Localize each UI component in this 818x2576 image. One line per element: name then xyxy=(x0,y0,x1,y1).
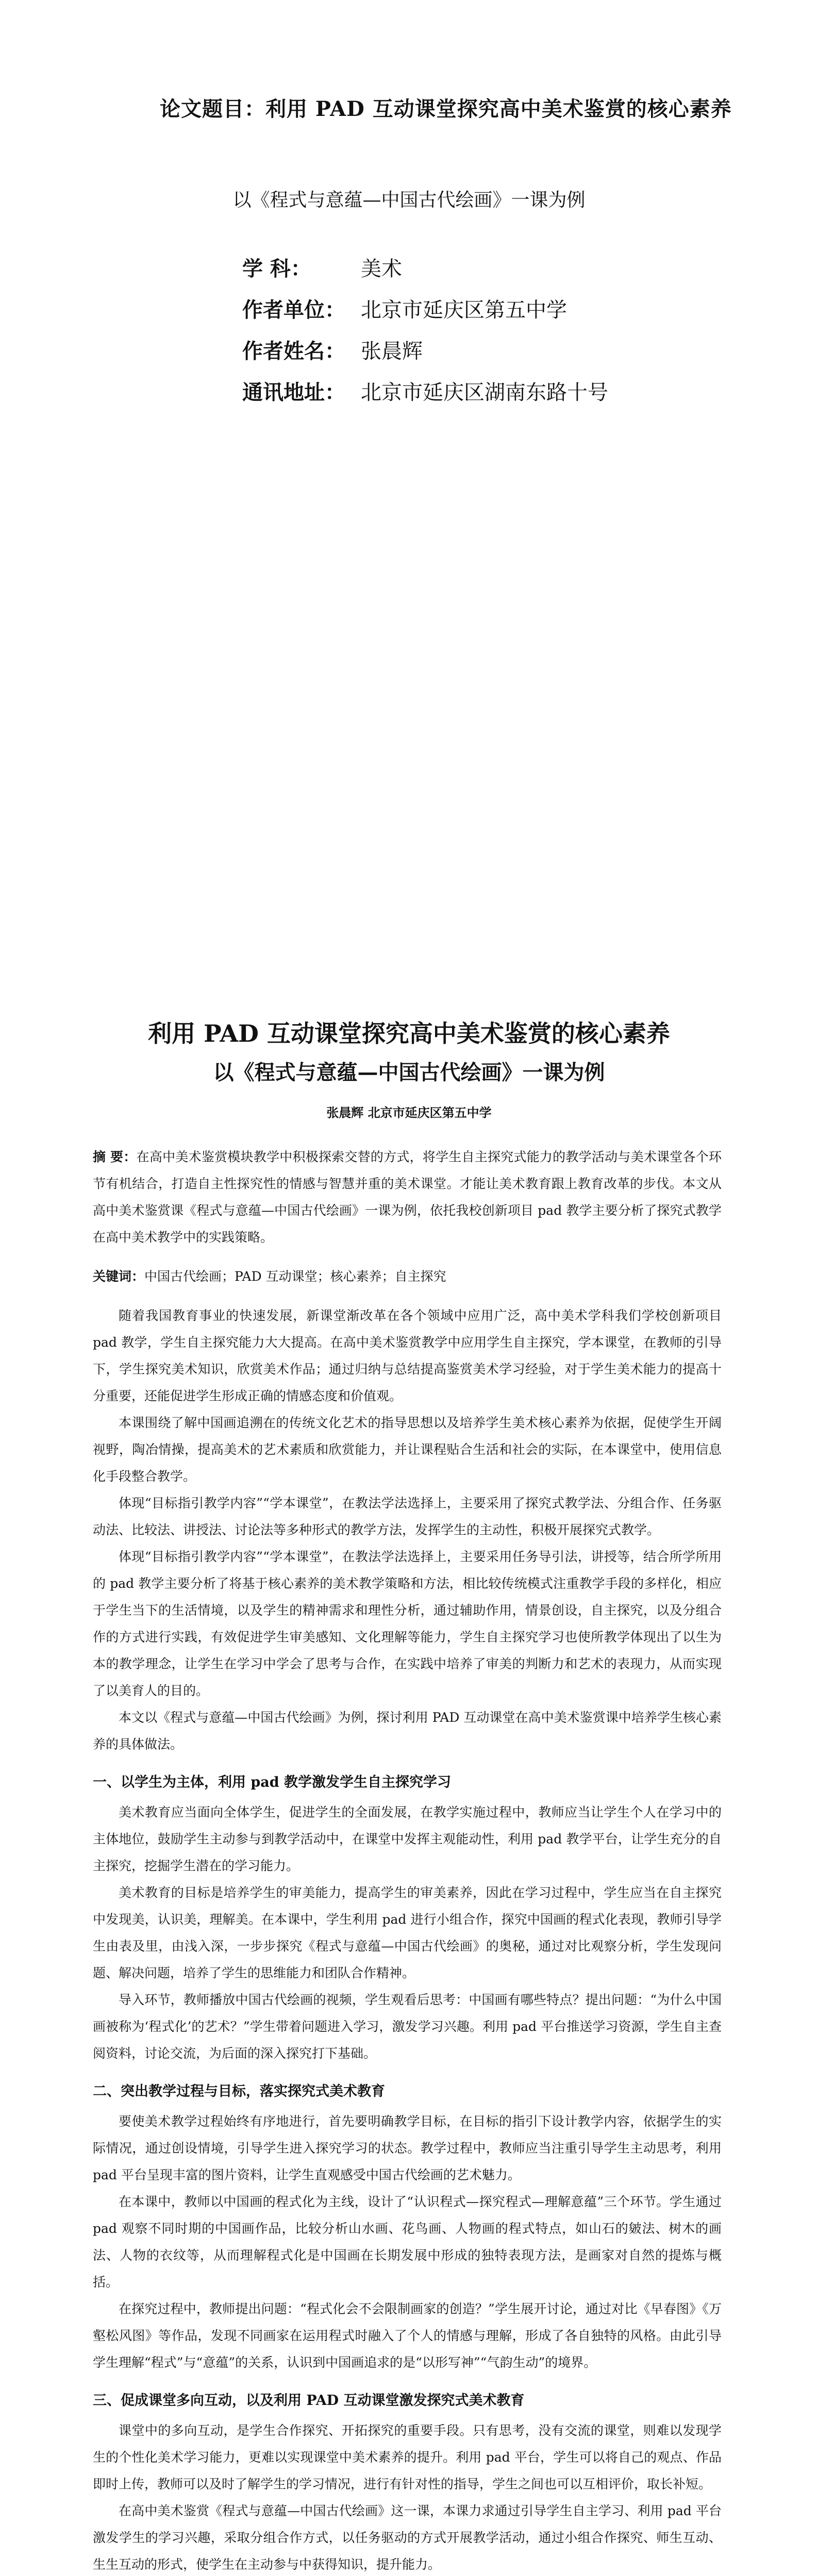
section-2-paragraph: 在探究过程中，教师提出问题：“程式化会不会限制画家的创造？”学生展开讨论，通过对比《早春图》《万壑松风图》等作品，发现不同画家在运用程式时融入了个人的情感与理解，形成了各自独特的风格。由此引导学生理解“程式”与“意蕴”的关系，认识到中国画追求的是“以形写神”“气韵生动”的境界。 xyxy=(93,2301,722,2370)
section-1-paragraph: 导入环节，教师播放中国古代绘画的视频，学生观看后思考：中国画有哪些特点？提出问题：“为什么中国画被称为‘程式化’的艺术？”学生带着问题进入学习，激发学习兴趣。利用 pad 平台推送学习资源，学生自主查阅资料，讨论交流，为后面的深入探究打下基础。 xyxy=(93,1992,722,2061)
meta-subject xyxy=(242,252,402,282)
abstract-text: 在高中美术鉴赏模块教学中积极探索交替的方式，将学生自主探究式能力的教学活动与美术课堂各个环节有机结合，打造自主性探究性的情感与智慧并重的美术课堂。才能让美术教育跟上教育改革的步伐。本文从高中美术鉴赏课《程式与意蕴—中国古代绘画》一课为例，依托我校创新项目 pad 教学主要分析了探究式教学在高中美术教学中的实践策略。 xyxy=(93,1149,722,1245)
intro-paragraph: 体现“目标指引教学内容”“学本课堂”，在教法学法选择上，主要采用了探究式教学法、分组合作、任务驱动法、比较法、讲授法、讨论法等多种形式的教学方法，发挥学生的主动性，积极开展探究式教学。 xyxy=(93,1496,722,1537)
keywords-text: 中国古代绘画；PAD 互动课堂；核心素养；自主探究 xyxy=(144,1269,446,1284)
abstract-label: 摘 要： xyxy=(93,1149,137,1164)
section-heading-1: 一、以学生为主体，利用 pad 教学激发学生自主探究学习 xyxy=(93,1774,452,1790)
meta-address xyxy=(242,376,608,405)
meta-address-key: 通讯地址： xyxy=(242,380,345,404)
cover-title: 论文题目：利用 PAD 互动课堂探究高中美术鉴赏的核心素养 xyxy=(160,97,732,121)
article-subtitle: 以《程式与意蕴—中国古代绘画》一课为例 xyxy=(213,1060,605,1084)
meta-author-key: 作者姓名： xyxy=(242,339,345,363)
intro-paragraph: 随着我国教育事业的快速发展，新课堂渐改革在各个领域中应用广泛，高中美术学科我们学校创新项目 pad 教学，学生自主探究能力大大提高。在高中美术鉴赏教学中应用学生自主探究，学本课堂，在教师的引导下，学生探究美术知识，欣赏美术作品；通过归纳与总结提高鉴赏美术学习经验，对于学生美术能力的提高十分重要，还能促进学生形成正确的情感态度和价值观。 xyxy=(93,1308,722,1403)
section-heading-2: 二、突出教学过程与目标，落实探究式美术教育 xyxy=(93,2083,385,2099)
article-title: 利用 PAD 互动课堂探究高中美术鉴赏的核心素养 xyxy=(148,1020,670,1047)
keywords xyxy=(93,1263,722,1290)
section-heading-3: 三、促成课堂多向互动，以及利用 PAD 互动课堂激发探究式美术教育 xyxy=(93,2393,525,2409)
section-1-paragraph: 美术教育应当面向全体学生，促进学生的全面发展，在教学实施过程中，教师应当让学生个人在学习中的主体地位，鼓励学生主动参与到教学活动中，在课堂中发挥主观能动性，利用 pad 教学平台，让学生充分的自主探究，挖掘学生潜在的学习能力。 xyxy=(93,1805,722,1873)
meta-affiliation-value: 北京市延庆区第五中学 xyxy=(361,298,567,322)
article-byline: 张晨辉 北京市延庆区第五中学 xyxy=(326,1105,492,1120)
meta-subject-key: 学 科： xyxy=(242,257,311,281)
section-1-paragraph: 美术教育的目标是培养学生的审美能力，提高学生的审美素养，因此在学习过程中，学生应当在自主探究中发现美，认识美，理解美。在本课中，学生利用 pad 进行小组合作，探究中国画的程式化表现，教师引导学生由表及里，由浅入深，一步步探究《程式与意蕴—中国古代绘画》的奥秘，通过对比观察分析，学生发现问题、解决问题，培养了学生的思维能力和团队合作精神。 xyxy=(93,1885,722,1980)
intro-paragraph: 本课围绕了解中国画追溯在的传统文化艺术的指导思想以及培养学生美术核心素养为依据，促使学生开阔视野，陶冶情操，提高美术的艺术素质和欣赏能力，并让课程贴合生活和社会的实际，在本课堂中，使用信息化手段整合教学。 xyxy=(93,1415,722,1484)
meta-author-value: 张晨辉 xyxy=(361,340,423,363)
meta-affiliation xyxy=(242,294,567,323)
cover-section xyxy=(0,0,818,876)
abstract xyxy=(93,1144,722,1251)
meta-subject-value: 美术 xyxy=(361,257,402,281)
intro-paragraph: 本文以《程式与意蕴—中国古代绘画》为例，探讨利用 PAD 互动课堂在高中美术鉴赏课中培养学生核心素养的具体做法。 xyxy=(93,1710,722,1752)
meta-affiliation-key: 作者单位： xyxy=(242,298,345,322)
section-3-paragraph: 课堂中的多向互动，是学生合作探究、开拓探究的重要手段。只有思考，没有交流的课堂，则难以发现学生的个性化美术学习能力，更难以实现课堂中美术素养的提升。利用 pad 平台，学生可以将自己的观点、作品即时上传，教师可以及时了解学生的学习情况，进行有针对性的指导，学生之间也可以互相评价，取长补短。 xyxy=(93,2423,722,2492)
meta-address-value: 北京市延庆区湖南东路十号 xyxy=(361,381,608,404)
cover-subtitle: 以《程式与意蕴—中国古代绘画》一课为例 xyxy=(232,190,586,211)
section-3-paragraph: 在高中美术鉴赏《程式与意蕴—中国古代绘画》这一课，本课力求通过引导学生自主学习、利用 pad 平台激发学生的学习兴趣，采取分组合作方式，以任务驱动的方式开展教学活动，通过小组合作探究、师生互动、生生互动的形式，使学生在主动参与中获得知识，提升能力。 xyxy=(93,2503,722,2572)
meta-author xyxy=(242,335,423,364)
intro-paragraph: 体现“目标指引教学内容”“学本课堂”，在教法学法选择上，主要采用任务导引法，讲授等，结合所学所用的 pad 教学主要分析了将基于核心素养的美术教学策略和方法，相比较传统模式注重教学手段的多样化，相应于学生当下的生活情境，以及学生的精神需求和理性分析，通过辅助作用，情景创设，自主探究，以及分组合作的方式进行实践，有效促进学生审美感知、文化理解等能力，学生自主探究学习也使所教学体现出了以生为本的教学理念，让学生在学习中学会了思考与合作，在实践中培养了审美的判断力和艺术的表现力，从而实现了以美育人的目的。 xyxy=(93,1549,722,1698)
keywords-label: 关键词： xyxy=(93,1269,145,1284)
article-body xyxy=(93,1144,722,2576)
section-2-paragraph: 在本课中，教师以中国画的程式化为主线，设计了“认识程式—探究程式—理解意蕴”三个环节。学生通过 pad 观察不同时期的中国画作品，比较分析山水画、花鸟画、人物画的程式特点，如山石的皴法、树木的画法、人物的衣纹等，从而理解程式化是中国画在长期发展中形成的独特表现方法，是画家对自然的提炼与概括。 xyxy=(93,2194,722,2290)
section-2-paragraph: 要使美术教学过程始终有序地进行，首先要明确教学目标，在目标的指引下设计教学内容，依据学生的实际情况，通过创设情境，引导学生进入探究学习的状态。教学过程中，教师应当注重引导学生主动思考，利用 pad 平台呈现丰富的图片资料，让学生直观感受中国古代绘画的艺术魅力。 xyxy=(93,2114,722,2182)
